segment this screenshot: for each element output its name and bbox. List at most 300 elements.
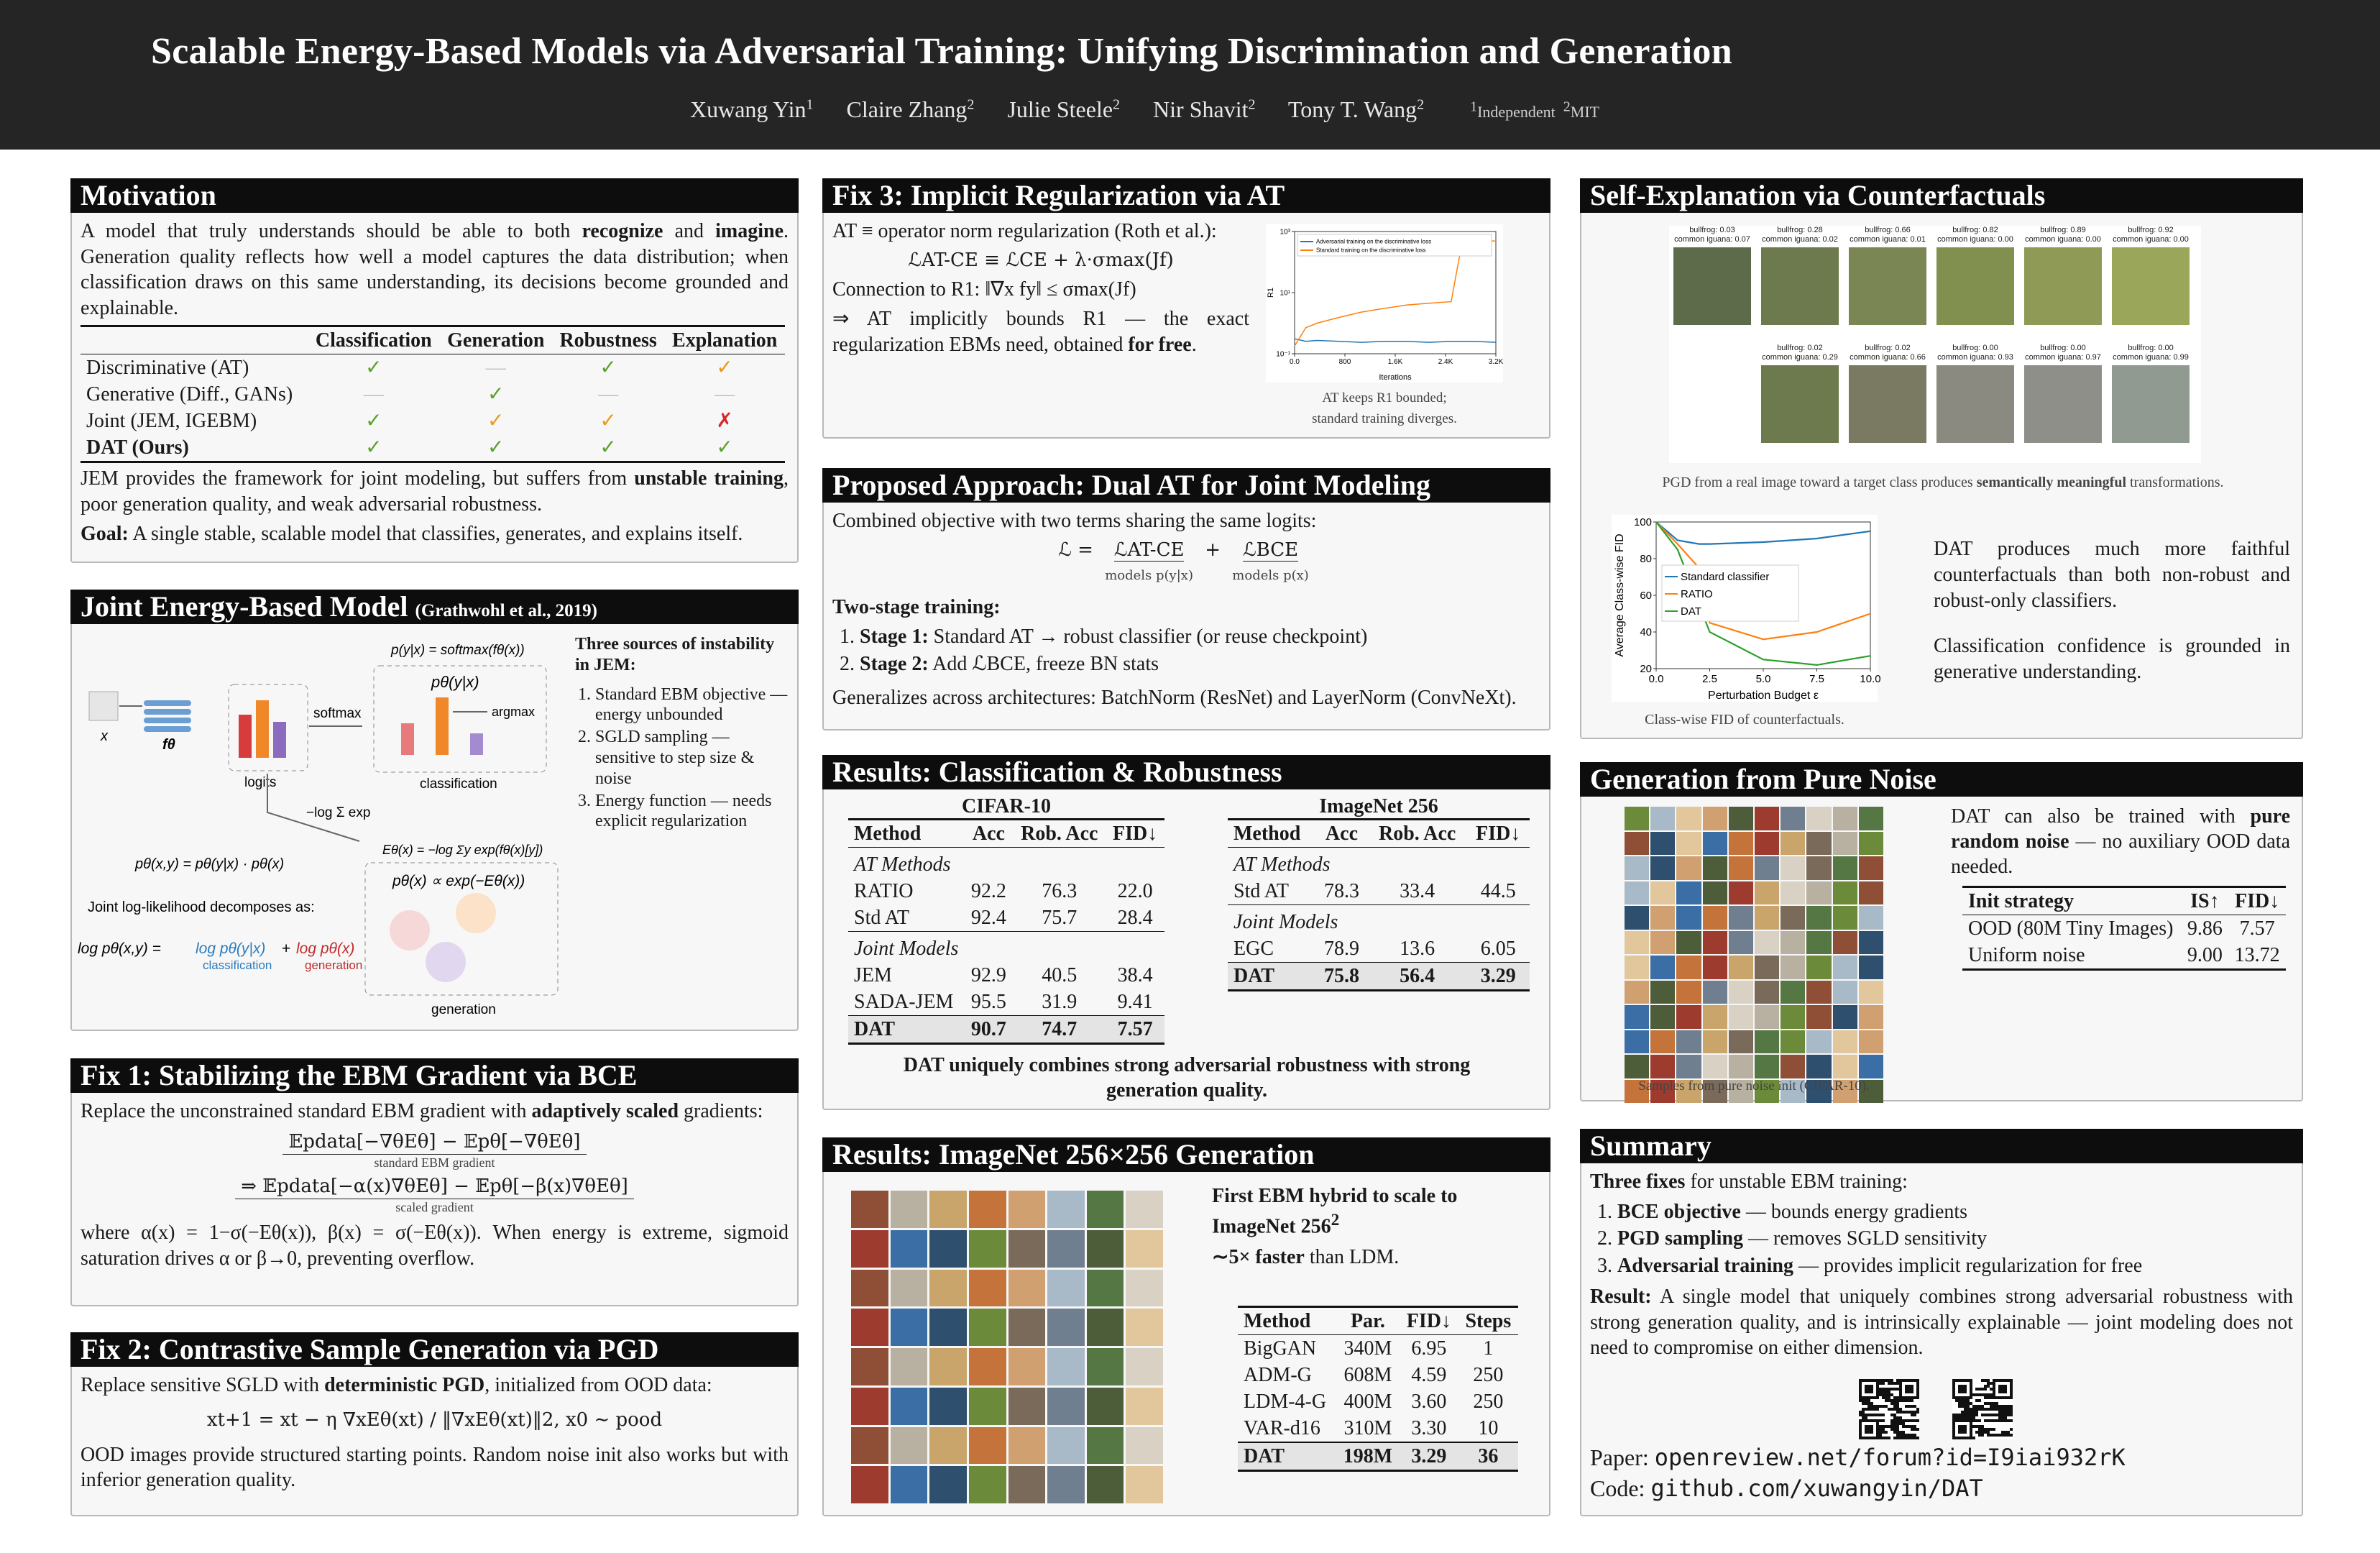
sample-image [1625, 1030, 1649, 1054]
text: and [663, 220, 716, 242]
qr-module [1987, 1379, 1990, 1382]
qr-module [1893, 1382, 1896, 1385]
qr-module [1981, 1388, 1984, 1391]
qr-module [2010, 1396, 2013, 1399]
qr-module [1955, 1379, 1958, 1382]
qr-module [1899, 1422, 1902, 1425]
qr-module [1862, 1419, 1865, 1422]
table-cell: 38.4 [1117, 964, 1153, 986]
fix1-panel [70, 1058, 799, 1306]
qr-module [1998, 1388, 2001, 1391]
qr-module [1896, 1382, 1899, 1385]
group-row [1228, 905, 1530, 936]
qr-module [1876, 1428, 1879, 1431]
noise-gen-text [1951, 804, 2290, 879]
sample-image [1126, 1466, 1163, 1503]
counterfactual-image [2024, 247, 2102, 325]
sample-image [1625, 956, 1649, 979]
row-label: Generative (Diff., GANs) [86, 383, 293, 406]
qr-module [1882, 1388, 1885, 1391]
qr-module [1876, 1425, 1879, 1428]
sample-image [1729, 1055, 1753, 1078]
equation-text: 𝔼pdata[−∇θEθ] − 𝔼pθ[−∇θEθ] [282, 1130, 586, 1155]
qr-module [1975, 1408, 1978, 1411]
sample-image [1047, 1309, 1085, 1346]
table-cell: 7.57 [2239, 917, 2275, 940]
qr-module [1908, 1419, 1911, 1422]
qr-module [1913, 1405, 1916, 1408]
y-tick-label: 10¹ [1279, 289, 1290, 298]
caption-line: AT keeps R1 bounded; [1322, 390, 1447, 406]
qr-module [2010, 1411, 2013, 1414]
qr-module [1885, 1393, 1888, 1396]
eq-lhs: ℒ = [1058, 539, 1093, 561]
author-name: Claire Zhang [846, 96, 968, 122]
qr-module [1899, 1416, 1902, 1419]
y-tick-label: 10⁻¹ [1276, 350, 1290, 359]
table-row [81, 408, 785, 434]
fid-chart [1612, 515, 1881, 702]
sample-image [1859, 956, 1883, 979]
table-header: FID↓ [1400, 1307, 1458, 1335]
qr-module [1961, 1402, 1964, 1405]
qr-module [1987, 1408, 1990, 1411]
text: Standard AT → robust classifier (or reuse checkpoint) [928, 626, 1368, 649]
sample-image [1755, 881, 1779, 905]
qr-module [1995, 1408, 1998, 1411]
qr-module [1964, 1437, 1967, 1439]
equation-caption: scaled gradient [395, 1200, 474, 1215]
qr-module [1870, 1402, 1873, 1405]
qr-module [1873, 1408, 1876, 1411]
group-label: AT Methods [854, 853, 951, 876]
qr-module [1961, 1416, 1964, 1419]
qr-module [1870, 1396, 1873, 1399]
table-body [81, 354, 785, 462]
qr-module [1888, 1399, 1890, 1402]
qr-module [1972, 1437, 1975, 1439]
panel-title: Self-Explanation via Counterfactuals [1580, 178, 2303, 213]
counterfactual-image [1761, 365, 1839, 443]
qr-module [1890, 1388, 1893, 1391]
table-row [1238, 1388, 1518, 1415]
sample-image [929, 1191, 967, 1228]
qr-module [1952, 1416, 1955, 1419]
panel-title: Motivation [70, 178, 799, 213]
qr-module [1885, 1437, 1888, 1439]
sample-image [1047, 1348, 1085, 1385]
qr-module [2010, 1405, 2013, 1408]
qr-module [1998, 1419, 2001, 1422]
eq-plus: + [1205, 539, 1221, 561]
link-label: Code: [1590, 1475, 1645, 1502]
check-mark: — [485, 357, 506, 380]
qr-module [1862, 1411, 1865, 1414]
x-axis-label: Perturbation Budget ε [1708, 690, 1819, 702]
table-header-row [1238, 1307, 1518, 1335]
diagram-label: −log Σ exp [306, 805, 371, 820]
qr-module [1978, 1388, 1981, 1391]
qr-module [1885, 1399, 1888, 1402]
qr-module [1867, 1419, 1870, 1422]
sample-image [851, 1427, 888, 1465]
qr-module [1882, 1419, 1885, 1422]
qr-module [1970, 1414, 1972, 1416]
qr-module [1879, 1379, 1882, 1382]
sample-image [1087, 1270, 1124, 1307]
qr-module [1964, 1414, 1967, 1416]
sample-image [1650, 1055, 1675, 1078]
qr-module [1952, 1393, 1955, 1396]
diagram-label: Eθ(x) = −log Σy exp(fθ(x)[y]) [382, 843, 543, 857]
table-cell: 250 [1473, 1364, 1504, 1386]
qr-module [1964, 1425, 1967, 1428]
qr-module [1998, 1385, 2001, 1388]
counterfactual-image [1761, 247, 1839, 325]
table-cell: 92.9 [970, 964, 1006, 986]
qr-module [1865, 1416, 1867, 1419]
qr-module [1964, 1428, 1967, 1431]
qr-module [1958, 1391, 1961, 1393]
qr-module [1975, 1399, 1978, 1402]
qr-module [1893, 1419, 1896, 1422]
table-cell: 90.7 [964, 1016, 1013, 1044]
qr-module [1952, 1419, 1955, 1422]
qr-module [1905, 1379, 1908, 1382]
table-cell: 10 [1478, 1417, 1499, 1439]
qr-module [1970, 1391, 1972, 1393]
qr-module [1908, 1396, 1911, 1399]
qr-module [1916, 1393, 1919, 1396]
qr-module [1967, 1416, 1970, 1419]
panel-title: Summary [1580, 1129, 2303, 1163]
list-item [1617, 1226, 2293, 1252]
sample-image [1859, 807, 1883, 830]
qr-module [1916, 1408, 1919, 1411]
approach-generalize: Generalizes across architectures: BatchNorm (ResNet) and LayerNorm (ConvNeXt). [832, 687, 1517, 710]
qr-module [1970, 1416, 1972, 1419]
sample-image [1650, 832, 1675, 856]
qr-module [1998, 1411, 2001, 1414]
sample-image [1676, 981, 1701, 1004]
qr-module [1882, 1396, 1885, 1399]
qr-module [1995, 1402, 1998, 1405]
counterfactual-grid [1669, 226, 2201, 463]
text: — removes SGLD sensitivity [1743, 1227, 1988, 1250]
qr-module [1908, 1379, 1911, 1382]
aff-name: Independent [1477, 103, 1556, 121]
approach-intro: Combined objective with two terms sharing the same logits: [832, 510, 1317, 532]
aff-name: MIT [1570, 103, 1600, 121]
sample-image [1729, 981, 1753, 1004]
fix2-text: OOD images provide structured starting points. Random noise init also works but with inferior generation quality. [81, 1443, 789, 1492]
fix1-intro [81, 1099, 789, 1124]
qr-module [1961, 1428, 1964, 1431]
qr-module [1911, 1434, 1913, 1437]
qr-module [1984, 1393, 1987, 1396]
qr-module [1958, 1425, 1961, 1428]
goal-label: Goal: [81, 523, 129, 546]
code-link[interactable]: github.com/xuwangyin/DAT [1650, 1475, 1983, 1503]
qr-module [1896, 1422, 1899, 1425]
qr-module [1896, 1379, 1899, 1382]
sample-image [1676, 906, 1701, 930]
table-header [81, 326, 308, 354]
approach-panel [822, 468, 1550, 730]
qr-module [1867, 1402, 1870, 1405]
qr-module [1899, 1385, 1902, 1388]
check-mark: — [363, 383, 384, 406]
qr-module [1867, 1391, 1870, 1393]
qr-module [1952, 1434, 1955, 1437]
sample-image [891, 1191, 928, 1228]
diagram-label: pθ(x,y) = pθ(y|x) · pθ(x) [135, 856, 285, 872]
qr-module [1885, 1396, 1888, 1399]
diagram-label: generation [305, 958, 363, 972]
aff-sup: 2 [1563, 99, 1571, 115]
text-bold: PGD sampling [1617, 1227, 1744, 1250]
text: JEM provides the framework for joint modeling, but suffers from [81, 467, 635, 490]
qr-module [1893, 1388, 1896, 1391]
qr-module [1905, 1399, 1908, 1402]
author-sup: 2 [1417, 96, 1425, 113]
qr-module [1990, 1396, 1993, 1399]
qr-module [1899, 1431, 1902, 1434]
qr-module [1990, 1393, 1993, 1396]
qr-module [1984, 1408, 1987, 1411]
y-tick-label: 10³ [1279, 228, 1290, 237]
pgd-equation: xt+1 = xt − η ∇xEθ(xt) / ‖∇xEθ(xt)‖2, x0 ∼ pood [206, 1408, 663, 1431]
diagram-label: p(y|x) = softmax(fθ(x)) [391, 643, 525, 658]
qr-module [1888, 1382, 1890, 1385]
qr-module [2010, 1379, 2013, 1382]
qr-module [1984, 1419, 1987, 1422]
sample-image [1126, 1388, 1163, 1425]
x-tick-label: 800 [1338, 358, 1351, 366]
qr-module [1902, 1396, 1905, 1399]
table-cell: 40.5 [1042, 964, 1078, 986]
table-header: Par. [1336, 1307, 1400, 1335]
qr-module [1876, 1405, 1879, 1408]
x-tick-label: 1.6K [1387, 358, 1403, 366]
panel-title: Results: Classification & Robustness [822, 755, 1550, 789]
imnet-table [1228, 818, 1530, 991]
qr-module [1896, 1405, 1899, 1408]
qr-module [1911, 1419, 1913, 1422]
qr-module [1955, 1399, 1958, 1402]
table-cell: LDM-4-G [1244, 1391, 1327, 1413]
sample-image [1047, 1427, 1085, 1465]
citation: (Grathwohl et al., 2019) [415, 601, 597, 620]
sample-image [1729, 807, 1753, 830]
qr-module [2004, 1414, 2007, 1416]
qr-module [1978, 1399, 1981, 1402]
qr-module [1876, 1396, 1879, 1399]
qr-module [1952, 1422, 1955, 1425]
summary-panel [1580, 1129, 2303, 1516]
qr-module [1964, 1385, 1967, 1388]
table-cell: 608M [1343, 1364, 1392, 1386]
sample-image [1625, 906, 1649, 930]
fix3-text: AT ≡ operator norm regularization (Roth et al.): [832, 220, 1217, 242]
table-cell: 3.29 [1467, 963, 1530, 991]
qr-module [1998, 1405, 2001, 1408]
counterfactual-image [1849, 365, 1926, 443]
objective-equation [832, 539, 1540, 586]
qr-module [1970, 1408, 1972, 1411]
qr-module [1970, 1434, 1972, 1437]
table-cell: 22.0 [1117, 880, 1153, 902]
table-cell: JEM [854, 964, 892, 986]
table-row [848, 904, 1164, 932]
sample-image [969, 1230, 1006, 1268]
qr-module [1911, 1385, 1913, 1388]
qr-module [1862, 1379, 1865, 1382]
diagram-label: log pθ(x) [296, 940, 355, 957]
qr-module [1981, 1434, 1984, 1437]
table-cell: Std AT [854, 907, 910, 929]
sample-image [851, 1270, 888, 1307]
table-cell: 9.86 [2187, 917, 2223, 940]
sample-image [969, 1191, 1006, 1228]
sample-image [1047, 1230, 1085, 1268]
author [690, 96, 813, 122]
qr-module [1859, 1388, 1862, 1391]
sample-image [891, 1427, 928, 1465]
qr-module [1995, 1396, 1998, 1399]
sample-image [1729, 1030, 1753, 1054]
qr-module [1870, 1431, 1873, 1434]
qr-module [1905, 1411, 1908, 1414]
diagram-label: + [282, 940, 291, 957]
table-header: FID↓ [1112, 823, 1158, 845]
qr-module [1908, 1391, 1911, 1393]
sample-image [1781, 832, 1805, 856]
sample-image [1833, 1030, 1857, 1054]
x-tick-label: 7.5 [1809, 673, 1824, 685]
sample-image [1806, 856, 1831, 880]
sample-image [1755, 1055, 1779, 1078]
qr-module [1867, 1431, 1870, 1434]
sample-image [1703, 906, 1727, 930]
eq-term [1232, 539, 1309, 586]
table-cell: Std AT [1233, 880, 1290, 902]
qr-module [2007, 1419, 2010, 1422]
sample-image [969, 1427, 1006, 1465]
qr-module [1865, 1396, 1867, 1399]
qr-module [2004, 1385, 2007, 1388]
sample-image [1087, 1309, 1124, 1346]
qr-module [2010, 1393, 2013, 1396]
results-cls-panel [822, 755, 1550, 1110]
diagram-label: logits [244, 775, 277, 790]
qr-module [1911, 1396, 1913, 1399]
chart-caption: Class-wise FID of counterfactuals. [1645, 712, 1844, 728]
qr-module [1876, 1393, 1879, 1396]
qr-module [1862, 1399, 1865, 1402]
table-row [848, 962, 1164, 989]
text-bold: Result: [1590, 1286, 1652, 1309]
qr-module [1896, 1396, 1899, 1399]
sample-image [1087, 1427, 1124, 1465]
check-mark: ✓ [487, 410, 505, 433]
qr-module [1970, 1419, 1972, 1422]
table-header: Generation [447, 329, 545, 352]
qr-module [1964, 1405, 1967, 1408]
sample-image [1008, 1348, 1046, 1385]
counterfactual-image [2112, 365, 2190, 443]
qr-code-icon[interactable] [1952, 1379, 2013, 1439]
qr-module [1905, 1437, 1908, 1439]
qr-module [1899, 1399, 1902, 1402]
qr-module [2001, 1379, 2004, 1382]
sample-image [1008, 1230, 1046, 1268]
qr-module [1964, 1431, 1967, 1434]
qr-module [1905, 1388, 1908, 1391]
sample-image [929, 1270, 967, 1307]
summary-intro [1590, 1169, 2293, 1195]
qr-module [1873, 1396, 1876, 1399]
qr-module [1870, 1437, 1873, 1439]
qr-module [1998, 1396, 2001, 1399]
qr-module [1859, 1411, 1862, 1414]
qr-module [1987, 1396, 1990, 1399]
sample-image [1729, 956, 1753, 979]
qr-module [1970, 1411, 1972, 1414]
qr-module [1890, 1428, 1893, 1431]
qr-module [1961, 1411, 1964, 1414]
group-label: Joint Models [854, 938, 959, 960]
sample-image [1703, 1055, 1727, 1078]
motivation-panel [70, 178, 799, 563]
qr-module [1984, 1396, 1987, 1399]
qr-module [1952, 1388, 1955, 1391]
qr-module [1975, 1411, 1978, 1414]
qr-module [1972, 1419, 1975, 1422]
paper-link[interactable]: openreview.net/forum?id=I9iai932rK [1654, 1444, 2126, 1471]
qr-module [1902, 1411, 1905, 1414]
qr-module [1952, 1379, 1955, 1382]
qr-module [1867, 1437, 1870, 1439]
sample-image [1087, 1230, 1124, 1268]
sample-image [851, 1230, 888, 1268]
table-header: Rob. Acc [1021, 823, 1098, 845]
qr-module [1961, 1391, 1964, 1393]
qr-module [1862, 1402, 1865, 1405]
qr-module [1896, 1425, 1899, 1428]
row-label: Joint (JEM, IGEBM) [86, 410, 257, 433]
legend-label: Adversarial training on the discriminative loss [1316, 238, 1432, 245]
qr-module [1870, 1428, 1873, 1431]
check-mark: ✓ [716, 436, 733, 459]
qr-module [1865, 1428, 1867, 1431]
qr-module [2007, 1414, 2010, 1416]
cifar-table [848, 818, 1164, 1045]
table-cell: 310M [1343, 1417, 1392, 1439]
qr-module [1896, 1399, 1899, 1402]
logit-bar [273, 722, 286, 758]
table-cell: 250 [1473, 1391, 1504, 1413]
text-bold: imagine [715, 220, 784, 242]
fix3-equation: ℒAT-CE ≡ ℒCE + λ·σmax(Jf) [908, 249, 1174, 271]
qr-module [1995, 1405, 1998, 1408]
qr-module [1865, 1391, 1867, 1393]
table-cell: 3.30 [1411, 1417, 1447, 1439]
qr-code-icon[interactable] [1859, 1379, 1919, 1439]
x-tick-label: 0.0 [1648, 673, 1664, 685]
fix2-panel [70, 1332, 799, 1516]
qr-module [2007, 1411, 2010, 1414]
